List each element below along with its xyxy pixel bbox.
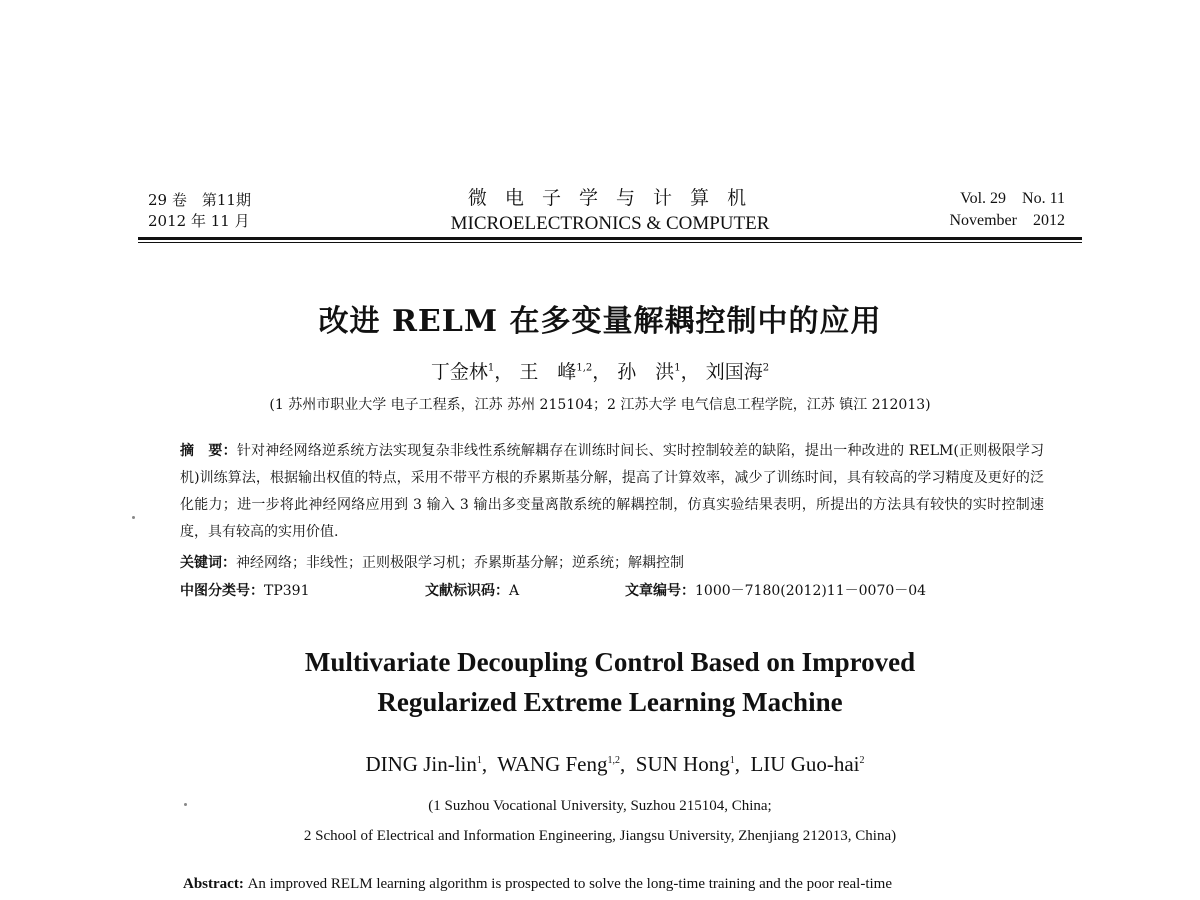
- author-sup: 2: [762, 362, 770, 374]
- article-value: 1000－7180(2012)11－0070－04: [695, 583, 927, 599]
- header-volume-date-en: [949, 188, 1065, 232]
- affiliation-cn: (1 苏州市职业大学 电子工程系，江苏 苏州 215104；2 江苏大学 电气信息工程学院，江苏 镇江 212013): [269, 397, 931, 413]
- keywords-label: 关键词：: [180, 555, 236, 571]
- author-cn: 王 峰: [519, 361, 577, 383]
- scan-speck: [184, 803, 187, 806]
- author-en: WANG Feng: [497, 752, 608, 776]
- volume-en: Vol. 29 No. 11: [960, 190, 1065, 207]
- doccode-label: 文献标识码：: [425, 583, 509, 599]
- clc-number: [180, 580, 425, 600]
- title-en-line2: Regularized Extreme Learning Machine: [377, 687, 843, 717]
- header-rule-thin: [138, 242, 1082, 243]
- keywords-cn: [180, 552, 684, 572]
- clc-label: 中图分类号：: [180, 583, 264, 599]
- keywords-text: 神经网络；非线性；正则极限学习机；乔累斯基分解；逆系统；解耦控制: [236, 555, 684, 571]
- journal-name: [360, 186, 860, 236]
- abstract-en: [183, 876, 1063, 893]
- classification-row: [180, 580, 1060, 600]
- header-volume-date-cn: [148, 190, 251, 232]
- author-cn: 刘国海: [705, 361, 763, 383]
- date-en: November 2012: [949, 212, 1065, 229]
- paper-title-cn: 改进 RELM 在多变量解耦控制中的应用: [318, 304, 882, 339]
- affiliation-en-line1: (1 Suzhou Vocational University, Suzhou 215104, China;: [428, 798, 772, 814]
- document-code: [425, 580, 625, 600]
- abstract-text-cn: 针对神经网络逆系统方法实现复杂非线性系统解耦存在训练时间长、实时控制较差的缺陷，提出一种改进的 RELM(正则极限学习机)训练算法，根据输出权值的特点，采用不带平方根的乔累斯基分解，提高了计算效率，减少了训练时间，具有较高的学习精度及更好的泛化能力；进一步将此神经网络应用到 3 输入 3 输出多变量离散系统的解耦控制，仿真实验结果表明，所提出的方法具有较快的实时控制速度，具有较高的实用价值.: [180, 443, 1044, 540]
- article-number: [625, 580, 926, 600]
- authors-en: DING Jin-lin$^1$, WANG Feng$^{1,2}$, SUN Hong$^1$, LIU Guo-hai$^2$: [365, 752, 865, 776]
- author-sup: 1: [674, 362, 681, 374]
- author-en: DING Jin-lin: [365, 752, 477, 776]
- scan-speck: [132, 516, 135, 519]
- header-rule-thick: [138, 237, 1082, 240]
- author-sup: 1,2: [576, 362, 593, 374]
- journal-name-cn: 微 电 子 学 与 计 算 机: [467, 187, 753, 209]
- author-sup: 2: [859, 755, 865, 766]
- author-en: LIU Guo-hai: [750, 752, 860, 776]
- abstract-label-en: Abstract:: [183, 876, 244, 892]
- author-sup: 1: [729, 755, 735, 766]
- author-sup: 1: [487, 362, 495, 374]
- paper-title-en: [0, 642, 1200, 722]
- author-cn: 孙 洪: [617, 361, 675, 383]
- affiliation-en-line2: 2 School of Electrical and Information Engineering, Jiangsu University, Zhenjiang 212013, China): [303, 828, 897, 844]
- abstract-label-cn: 摘 要：: [180, 443, 237, 459]
- date-cn: 2012 年 11 月: [148, 212, 250, 230]
- author-sup: 1,2: [607, 755, 621, 766]
- author-sup: 1: [476, 755, 482, 766]
- author-en: SUN Hong: [635, 752, 730, 776]
- abstract-text-en: An improved RELM learning algorithm is prospected to solve the long-time training and the poor real-time: [247, 876, 893, 892]
- volume-cn: 29 卷 第11期: [148, 191, 251, 209]
- doccode-value: A: [509, 583, 520, 599]
- authors-cn: 丁金林$^1$， 王 峰$^{1,2}$， 孙 洪$^1$， 刘国海$^2$: [430, 361, 770, 383]
- article-label: 文章编号：: [625, 583, 695, 599]
- title-en-line1: Multivariate Decoupling Control Based on Improved: [304, 647, 916, 677]
- journal-name-en: MICROELECTRONICS & COMPUTER: [450, 213, 770, 234]
- abstract-cn: [180, 438, 1044, 546]
- author-cn: 丁金林: [430, 361, 488, 383]
- clc-value: TP391: [264, 583, 310, 599]
